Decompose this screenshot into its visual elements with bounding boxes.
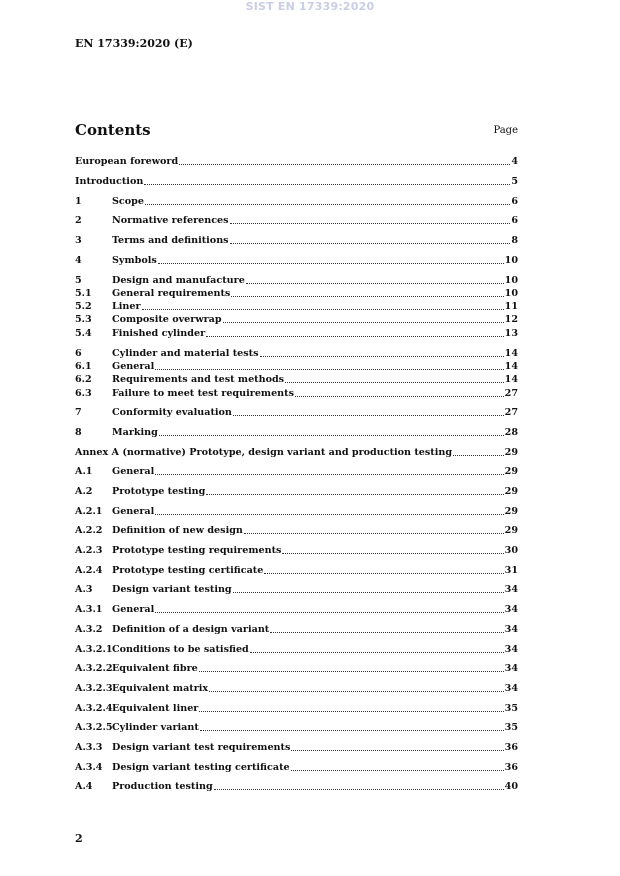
toc-entry-page: 13 [504,328,518,339]
toc-leader-dots [199,711,503,712]
toc-entry-title: Design and manufacture [112,275,245,286]
toc-entry-page: 29 [504,525,518,536]
toc-entry-title: Definition of new design [112,525,243,536]
toc-entry-title: Conditions to be satisfied [112,644,249,655]
toc-leader-dots [231,296,503,297]
toc-entry-number: A.3.3 [75,742,103,753]
toc-entry-title: Normative references [112,215,229,226]
toc-entry-title: General [112,604,155,615]
toc-leader-dots [145,204,510,205]
toc-entry-page: 34 [504,683,518,694]
toc-entry-page: 28 [504,427,518,438]
toc-leader-dots [155,612,503,613]
toc-leader-dots [246,283,504,284]
toc-entry-title: Equivalent liner [112,703,199,714]
toc-entry-page: 14 [504,361,518,372]
toc-entry-page: 8 [511,235,518,246]
toc-entry[interactable] [75,623,518,636]
toc-entry-title: Cylinder variant [112,722,199,733]
toc-entry[interactable] [75,564,518,577]
toc-entry-number: A.3.2.4 [75,703,113,714]
toc-leader-dots [155,369,503,370]
toc-entry-page: 36 [504,742,518,753]
toc-entry-number: A.4 [75,781,93,792]
toc-entry[interactable] [75,406,518,419]
toc-entry-number: A.3.2.5 [75,722,113,733]
toc-entry-number: A.3.2 [75,624,103,635]
toc-entry[interactable] [75,195,518,208]
toc-entry[interactable] [75,682,518,695]
toc-leader-dots [200,730,504,731]
page-column-label: Page [493,125,518,136]
toc-entry-title: Terms and definitions [112,235,229,246]
toc-leader-dots [223,322,504,323]
toc-entry[interactable] [75,505,518,518]
toc-entry-page: 14 [504,374,518,385]
toc-entry[interactable] [75,662,518,675]
toc-entry-title: Definition of a design variant [112,624,270,635]
toc-entry-number: 8 [75,427,82,438]
toc-entry[interactable] [75,603,518,616]
toc-entry-title: Design variant testing [112,584,232,595]
toc-leader-dots [209,691,503,692]
toc-entry-number: A.1 [75,466,93,477]
toc-entry-number: 5.2 [75,301,92,312]
toc-entry-page: 10 [504,275,518,286]
toc-entry-number: 6.2 [75,374,92,385]
toc-entry[interactable] [75,643,518,656]
page-number: 2 [75,832,83,845]
toc-entry-page: 27 [504,407,518,418]
toc-entry[interactable] [75,780,518,793]
toc-entry-number: A.3.2.3 [75,683,113,694]
toc-entry-title: Marking [112,427,158,438]
toc-entry-title: Prototype testing certificate [112,565,264,576]
toc-entry-number: A.2.2 [75,525,103,536]
toc-leader-dots [214,789,504,790]
toc-leader-dots [159,435,504,436]
toc-leader-dots [230,243,511,244]
toc-entry-title: Introduction [75,176,144,187]
toc-entry-page: 30 [504,545,518,556]
toc-entry[interactable] [75,387,518,400]
toc-entry-page: 34 [504,663,518,674]
toc-entry-page: 34 [504,584,518,595]
toc-entry[interactable] [75,214,518,227]
toc-entry-page: 34 [504,624,518,635]
toc-entry[interactable] [75,254,518,267]
toc-entry-number: 7 [75,407,82,418]
toc-entry-page: 36 [504,762,518,773]
toc-entry[interactable] [75,360,518,373]
toc-entry-page: 6 [511,215,518,226]
toc-entry-page: 5 [511,176,518,187]
toc-entry[interactable] [75,373,518,386]
toc-entry-title: Equivalent matrix [112,683,209,694]
toc-entry-number: A.3.1 [75,604,103,615]
toc-entry-page: 14 [504,348,518,359]
toc-leader-dots [230,223,511,224]
toc-entry[interactable] [75,313,518,326]
toc-entry[interactable] [75,485,518,498]
toc-entry[interactable] [75,234,518,247]
toc-entry-title: European foreword [75,156,179,167]
toc-entry-number: A.3.2.1 [75,644,113,655]
toc-entry[interactable] [75,274,518,287]
toc-entry-title: Cylinder and material tests [112,348,259,359]
toc-entry-title: Liner [112,301,141,312]
toc-entry-number: 5.3 [75,314,92,325]
toc-entry-page: 27 [504,388,518,399]
toc-entry[interactable] [75,465,518,478]
toc-leader-dots [158,263,504,264]
toc-entry-title: Prototype testing [112,486,206,497]
toc-entry-page: 34 [504,644,518,655]
toc-entry-page: 34 [504,604,518,615]
toc-entry-page: 10 [504,288,518,299]
toc-entry[interactable] [75,155,518,168]
toc-entry-page: 35 [504,722,518,733]
toc-entry-page: 11 [504,301,518,312]
toc-entry-number: 1 [75,196,82,207]
document-id: EN 17339:2020 (E) [75,37,193,50]
toc-entry[interactable] [75,721,518,734]
toc-leader-dots [233,592,504,593]
toc-leader-dots [206,494,503,495]
toc-leader-dots [264,573,503,574]
toc-entry[interactable] [75,741,518,754]
toc-entry-number: 5.1 [75,288,92,299]
toc-entry-title: General requirements [112,288,231,299]
toc-entry[interactable] [75,300,518,313]
toc-entry-number: A.2.3 [75,545,103,556]
toc-entry[interactable] [75,347,518,360]
toc-leader-dots [285,382,504,383]
toc-leader-dots [233,415,504,416]
toc-entry-number: A.2.4 [75,565,103,576]
toc-entry-page: 40 [504,781,518,792]
toc-entry[interactable] [75,702,518,715]
toc-entry[interactable] [75,175,518,188]
toc-entry-number: 5 [75,275,82,286]
toc-entry-number: 6 [75,348,82,359]
toc-entry-title: Design variant testing certificate [112,762,290,773]
toc-entry-page: 35 [504,703,518,714]
toc-entry-page: 29 [504,466,518,477]
toc-entry-number: 6.1 [75,361,92,372]
toc-entry-title: Design variant test requirements [112,742,291,753]
toc-entry[interactable] [75,524,518,537]
toc-entry-number: 2 [75,215,82,226]
toc-leader-dots [291,770,504,771]
toc-entry[interactable] [75,761,518,774]
toc-leader-dots [291,750,503,751]
toc-entry-page: 6 [511,196,518,207]
toc-entry-page: 4 [511,156,518,167]
toc-entry-page: 29 [504,486,518,497]
toc-leader-dots [250,652,504,653]
watermark: SIST EN 17339:2020 [245,0,375,13]
toc-entry-number: 3 [75,235,82,246]
toc-entry-page: 31 [504,565,518,576]
toc-entry[interactable] [75,327,518,340]
toc-entry-number: A.3.2.2 [75,663,113,674]
toc-entry[interactable] [75,446,518,459]
toc-entry-title: General [112,506,155,517]
toc-entry-title: Annex A (normative) Prototype, design variant and production testing [75,447,453,458]
toc-entry-number: 6.3 [75,388,92,399]
toc-entry-title: Conformity evaluation [112,407,232,418]
toc-entry[interactable] [75,426,518,439]
toc-entry-title: Prototype testing requirements [112,545,282,556]
toc-leader-dots [206,336,503,337]
toc-leader-dots [155,474,503,475]
toc-leader-dots [295,396,504,397]
toc-entry-page: 29 [504,447,518,458]
toc-entry-title: General [112,361,155,372]
toc-leader-dots [244,533,504,534]
toc-leader-dots [282,553,503,554]
toc-entry-page: 10 [504,255,518,266]
toc-entry-title: Composite overwrap [112,314,222,325]
toc-entry-number: 4 [75,255,82,266]
toc-entry-title: Production testing [112,781,213,792]
toc-entry-title: Scope [112,196,144,207]
toc-entry-number: 5.4 [75,328,92,339]
toc-entry-title: Requirements and test methods [112,374,285,385]
toc-leader-dots [144,184,510,185]
toc-entry-page: 29 [504,506,518,517]
toc-leader-dots [260,356,504,357]
toc-entry-number: A.3.4 [75,762,103,773]
toc-leader-dots [199,671,504,672]
toc-entry-title: Failure to meet test requirements [112,388,294,399]
toc-leader-dots [155,514,503,515]
toc-entry-number: A.3 [75,584,93,595]
toc-entry-title: General [112,466,155,477]
toc-entry[interactable] [75,287,518,300]
toc-entry-number: A.2 [75,486,93,497]
toc-entry[interactable] [75,583,518,596]
toc-entry-title: Symbols [112,255,157,266]
contents-title: Contents [75,121,151,139]
toc-entry-title: Finished cylinder [112,328,206,339]
toc-entry[interactable] [75,544,518,557]
toc-leader-dots [142,309,504,310]
toc-leader-dots [179,164,510,165]
toc-leader-dots [270,632,503,633]
toc-entry-number: A.2.1 [75,506,103,517]
toc-leader-dots [453,455,504,456]
toc-entry-page: 12 [504,314,518,325]
toc-entry-title: Equivalent fibre [112,663,198,674]
